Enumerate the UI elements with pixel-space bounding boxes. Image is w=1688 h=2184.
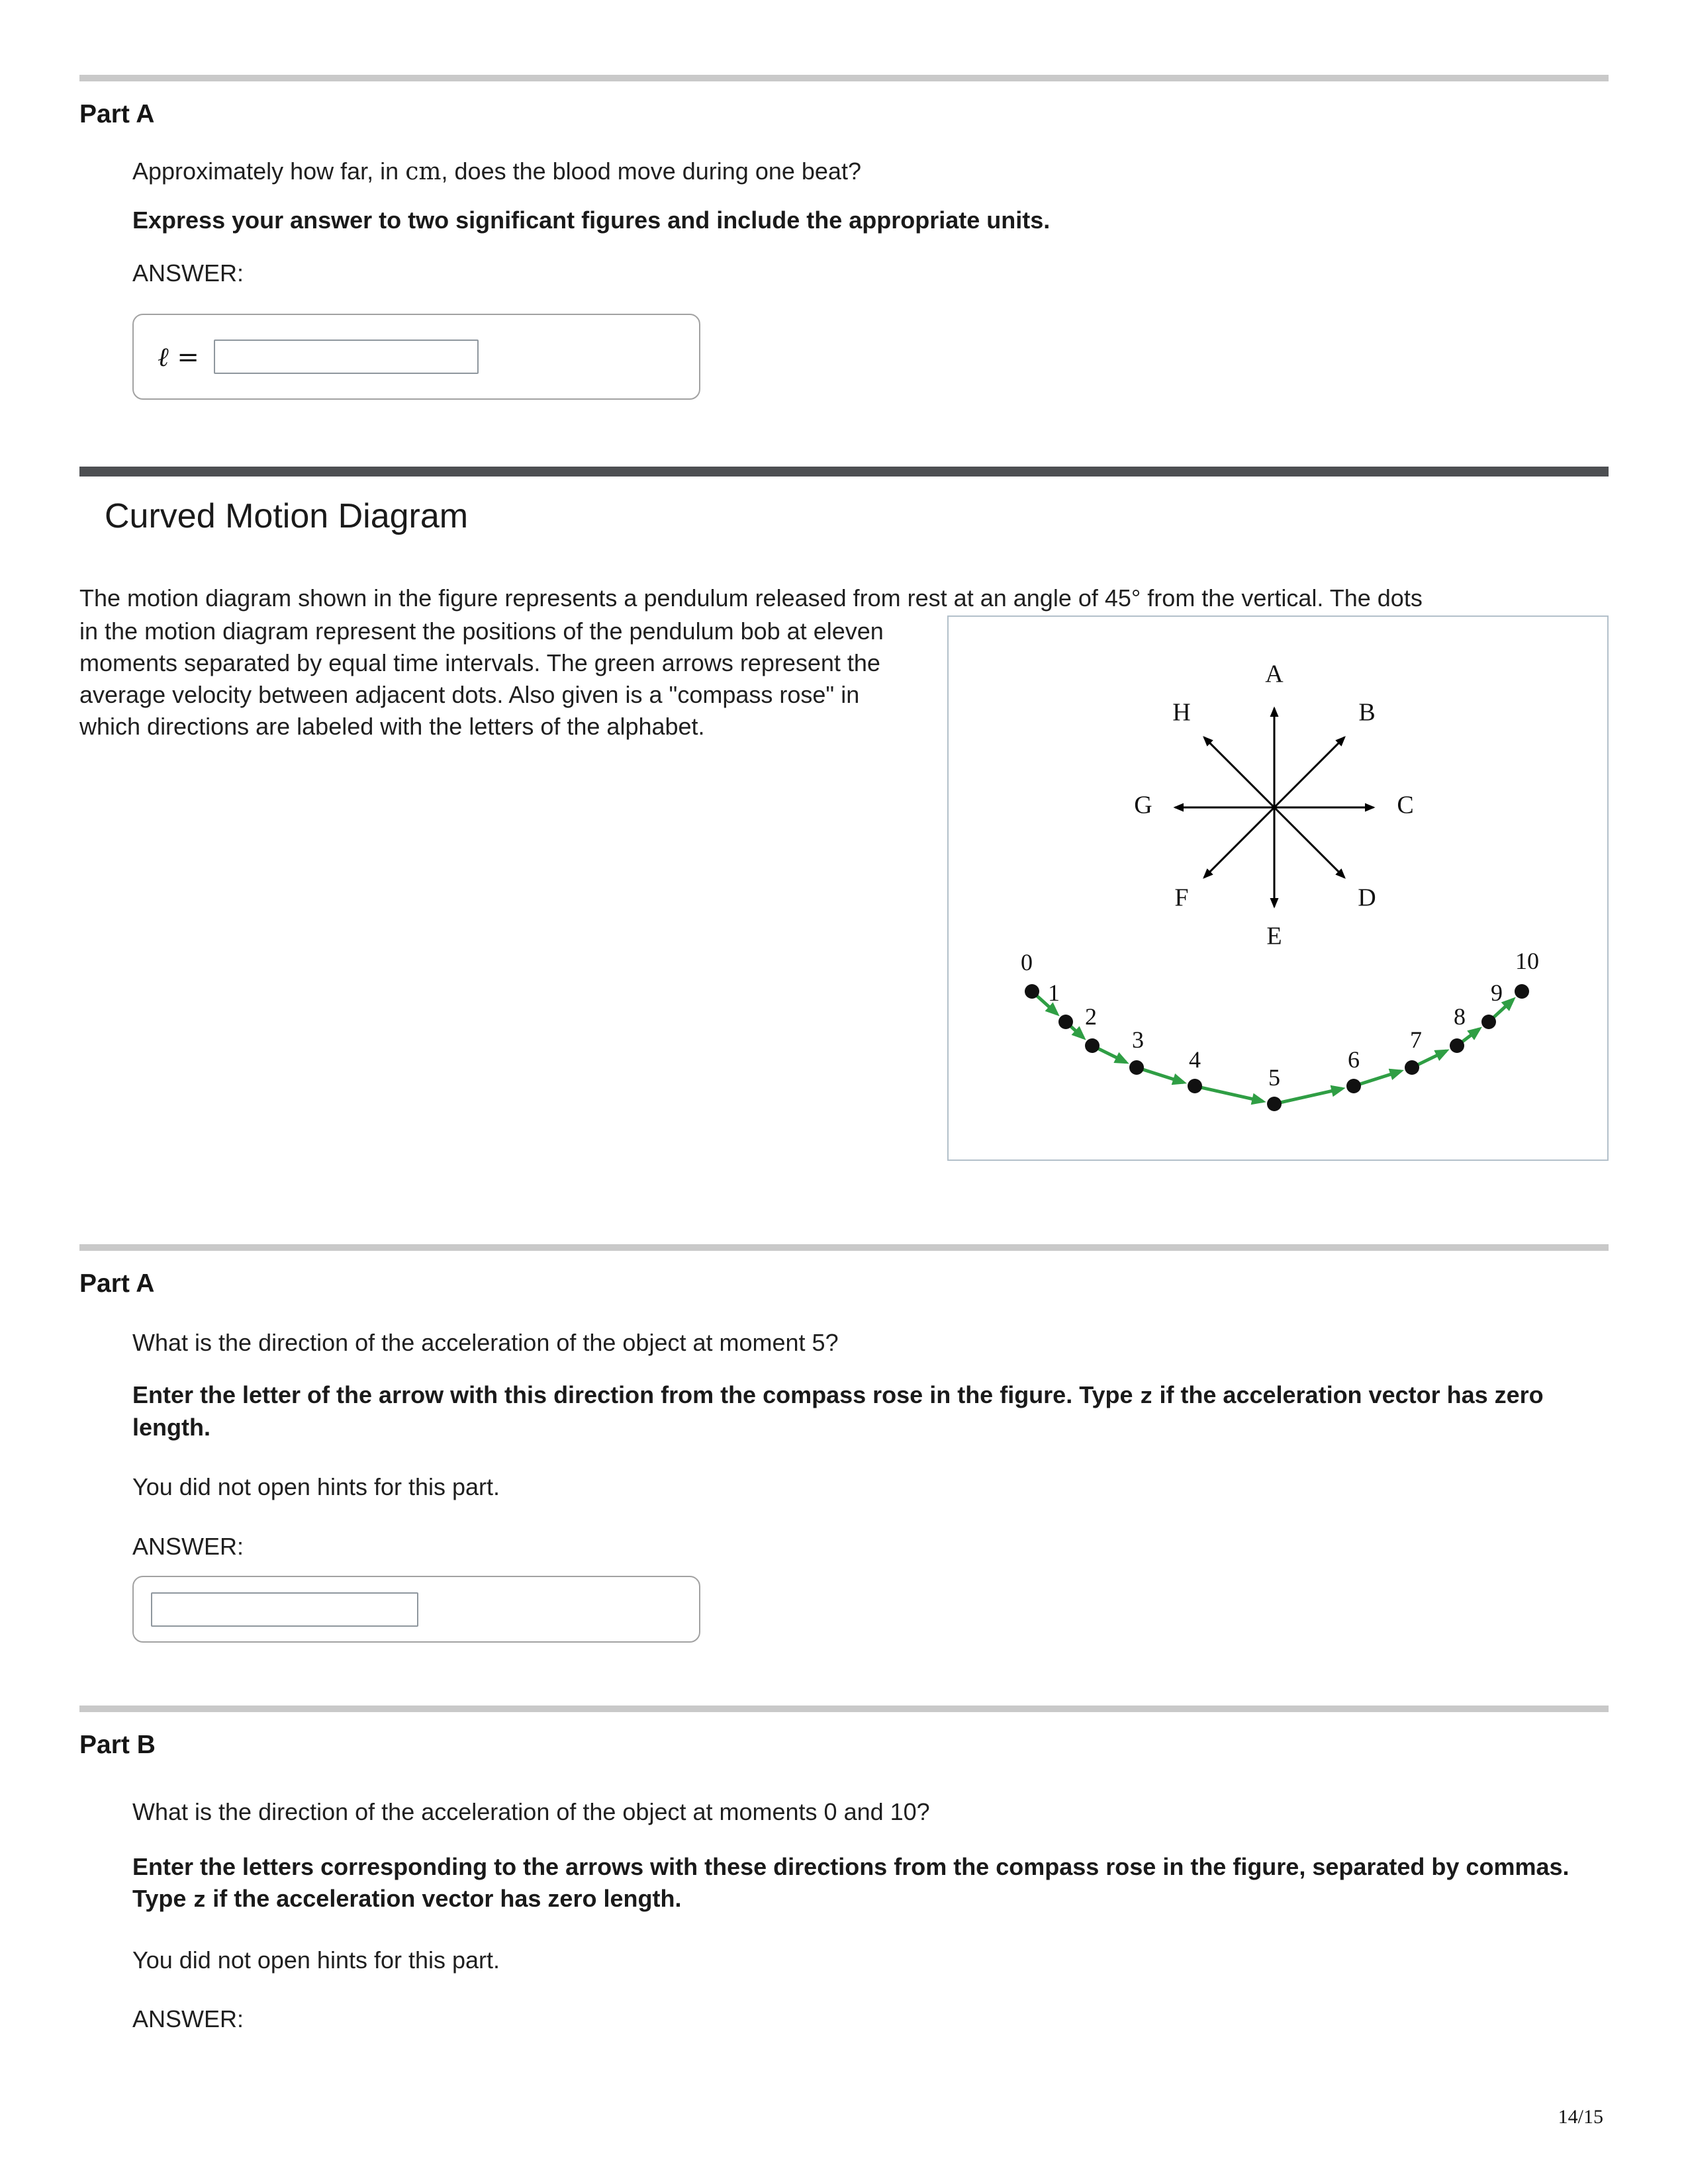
question-text-post: , does the blood move during one beat? (441, 158, 861, 185)
part-b-heading: Part B (79, 1731, 156, 1759)
unit-cm: cm (405, 158, 442, 185)
pendulum-point-label-2: 2 (1085, 1003, 1097, 1030)
pendulum-dot-1 (1058, 1015, 1073, 1029)
instruction-pre: Enter the letter of the arrow with this direction from the compass rose in the figure. Type (132, 1381, 1140, 1408)
velocity-arrow-6-7 (1359, 1071, 1401, 1084)
section-divider-dark (79, 467, 1609, 477)
part-a2-heading: Part A (79, 1269, 155, 1298)
pendulum-dot-9 (1481, 1015, 1496, 1029)
mono-z-token: z (193, 1886, 207, 1912)
pendulum-point-label-6: 6 (1348, 1046, 1360, 1073)
part-a2-question: What is the direction of the acceleration of the object at moment 5? (132, 1329, 839, 1356)
pendulum-point-label-4: 4 (1189, 1046, 1201, 1073)
instruction-pre: Enter the letters corresponding to the arrows with these directions from the compass rose in the figure, separated by commas. Type (132, 1853, 1570, 1912)
compass-label-A: A (1265, 660, 1284, 688)
part-b-answer-label: ANSWER: (132, 2005, 244, 2032)
compass-arrow-H (1204, 737, 1274, 807)
pendulum-dot-2 (1085, 1038, 1100, 1053)
part-a1-answer-box (132, 314, 700, 400)
section-divider (79, 1244, 1609, 1251)
velocity-arrow-4-5 (1200, 1087, 1263, 1101)
part-b-question: What is the direction of the acceleration of the object at moments 0 and 10? (132, 1798, 930, 1825)
part-b-instruction (79, 1851, 1609, 1915)
part-b-hints-status: You did not open hints for this part. (132, 1946, 500, 1974)
mono-z-token: z (1139, 1383, 1153, 1408)
compass-label-G: G (1134, 791, 1152, 819)
part-a2-instruction (79, 1379, 1609, 1443)
pendulum-point-label-0: 0 (1021, 949, 1033, 976)
pendulum-dot-7 (1405, 1060, 1419, 1075)
intro-paragraph-rest: in the motion diagram represent the positions of the pendulum bob at eleven moments separated by equal time intervals. The green arrows represent the average velocity between adjacent dots. Also given is a "compass rose" in which directions are labeled with the letters of the alphabet. (79, 617, 884, 740)
velocity-arrow-1-2 (1070, 1025, 1084, 1038)
pendulum-point-label-1: 1 (1048, 979, 1060, 1006)
section-divider (79, 1706, 1609, 1712)
intro-paragraph-line1: The motion diagram shown in the figure represents a pendulum released from rest at an angle of 45° from the vertical. The dots (79, 584, 1423, 612)
pendulum-dot-0 (1025, 984, 1039, 999)
compass-label-H: H (1172, 698, 1191, 727)
section-divider (79, 75, 1609, 81)
compass-label-D: D (1358, 884, 1376, 912)
part-a1-answer-label: ANSWER: (132, 259, 244, 287)
velocity-arrow-5-6 (1280, 1089, 1342, 1103)
pendulum-point-label-3: 3 (1132, 1026, 1144, 1053)
pendulum-point-label-5: 5 (1268, 1064, 1280, 1091)
compass-label-B: B (1358, 698, 1376, 727)
pendulum-dot-8 (1450, 1038, 1464, 1053)
compass-label-F: F (1174, 884, 1189, 912)
velocity-arrow-2-3 (1097, 1048, 1126, 1063)
part-a1-question (79, 156, 1609, 188)
pendulum-dot-6 (1346, 1079, 1361, 1093)
compass-arrow-D (1274, 807, 1344, 878)
instruction-post: if the acceleration vector has zero length. (206, 1885, 682, 1912)
pendulum-point-label-8: 8 (1454, 1003, 1466, 1030)
pendulum-point-label-9: 9 (1491, 979, 1503, 1006)
velocity-arrow-3-4 (1142, 1069, 1184, 1082)
compass-label-C: C (1397, 791, 1414, 819)
compass-arrow-F (1204, 807, 1274, 878)
length-variable-label: ℓ = (158, 341, 199, 373)
instruction-post: if the acceleration vector has zero length. (132, 1381, 1544, 1441)
pendulum-point-label-7: 7 (1410, 1026, 1422, 1053)
compass-arrow-B (1274, 737, 1344, 807)
pendulum-dot-3 (1129, 1060, 1144, 1075)
velocity-arrow-8-9 (1461, 1029, 1479, 1042)
figure-svg (949, 617, 1607, 1160)
section-title: Curved Motion Diagram (105, 497, 469, 535)
page-number: 14/15 (1558, 2106, 1603, 2128)
compass-label-E: E (1266, 922, 1282, 950)
velocity-arrow-7-8 (1417, 1051, 1446, 1066)
pendulum-dot-10 (1515, 984, 1529, 999)
part-a2-answer-label: ANSWER: (132, 1533, 244, 1560)
pendulum-figure (947, 615, 1609, 1161)
direction-answer-input[interactable] (151, 1592, 418, 1627)
part-a2-hints-status: You did not open hints for this part. (132, 1473, 500, 1500)
part-a2-answer-box (132, 1576, 700, 1643)
question-text-pre: Approximately how far, in (132, 158, 406, 185)
pendulum-dot-5 (1267, 1097, 1282, 1111)
part-a1-instruction: Express your answer to two significant figures and include the appropriate units. (132, 206, 1051, 234)
part-a1-heading: Part A (79, 100, 155, 128)
pendulum-dot-4 (1188, 1079, 1202, 1093)
length-answer-input[interactable] (214, 340, 479, 374)
pendulum-point-label-10: 10 (1515, 948, 1539, 974)
